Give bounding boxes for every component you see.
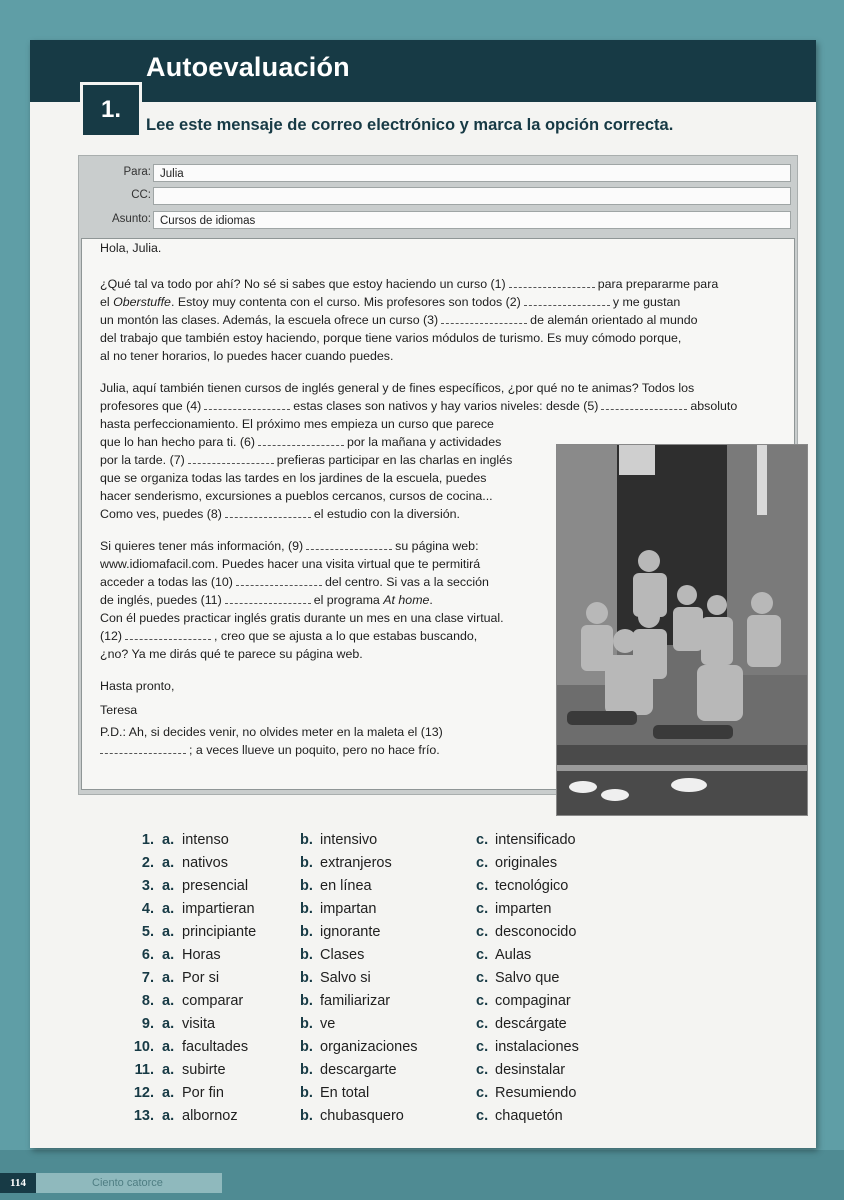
option-letter-b[interactable]: b. [300, 1108, 313, 1124]
answer-row [30, 1062, 816, 1084]
question-number: 8. [141, 993, 154, 1009]
page-number-words: Ciento catorce [92, 1177, 163, 1189]
option-letter-b[interactable]: b. [300, 1085, 313, 1101]
textbook-page [30, 40, 816, 1148]
option-letter-c[interactable]: c. [476, 855, 489, 871]
email-text-segment: hasta perfeccionamiento. El próximo mes empieza un curso que parece [100, 417, 494, 431]
option-letter-c[interactable]: c. [476, 878, 489, 894]
subject-field[interactable]: Cursos de idiomas [153, 211, 791, 229]
question-number: 9. [141, 1016, 154, 1032]
option-b[interactable]: familiarizar [320, 993, 391, 1009]
option-b[interactable]: descargarte [320, 1062, 397, 1078]
option-b[interactable]: intensivo [320, 832, 378, 848]
option-c[interactable]: Resumiendo [495, 1085, 577, 1101]
email-text-segment: ¿Qué tal va todo por ahí? No sé si sabes que estoy haciendo un curso (1) [100, 277, 506, 291]
email-text-segment: el estudio con la diversión. [313, 507, 460, 521]
answer-row [30, 947, 816, 969]
option-letter-c[interactable]: c. [476, 1039, 489, 1055]
option-a[interactable]: Por si [182, 970, 220, 986]
option-b[interactable]: en línea [320, 878, 372, 894]
email-text-segment: Julia, aquí también tienen cursos de inglés general y de fines específicos, ¿por qué no te animas? Todos los [100, 381, 695, 395]
email-text-segment: At home [383, 593, 430, 607]
option-a[interactable]: Por fin [182, 1085, 224, 1101]
option-a[interactable]: presencial [182, 878, 249, 894]
option-c[interactable]: desinstalar [495, 1062, 566, 1078]
answer-row [30, 970, 816, 992]
answer-row [30, 993, 816, 1015]
email-closing: Hasta pronto, [100, 679, 175, 693]
option-b[interactable]: organizaciones [320, 1039, 418, 1055]
option-letter-c[interactable]: c. [476, 832, 489, 848]
question-number: 6. [141, 947, 154, 963]
option-letter-c[interactable]: c. [476, 993, 489, 1009]
option-b[interactable]: ve [320, 1016, 336, 1032]
email-text-segment: al no tener horarios, lo puedes hacer cuando puedes. [100, 349, 394, 363]
option-b[interactable]: impartan [320, 901, 377, 917]
option-letter-c[interactable]: c. [476, 1108, 489, 1124]
question-number: 2. [141, 855, 154, 871]
email-text-segment: Como ves, puedes (8) [100, 507, 222, 521]
option-letter-b[interactable]: b. [300, 878, 313, 894]
option-letter-c[interactable]: c. [476, 901, 489, 917]
option-letter-a[interactable]: a. [162, 901, 175, 917]
option-letter-a[interactable]: a. [162, 1085, 175, 1101]
option-c[interactable]: desconocido [495, 924, 577, 940]
option-c[interactable]: intensificado [495, 832, 576, 848]
option-a[interactable]: albornoz [182, 1108, 238, 1124]
option-c[interactable]: chaquetón [495, 1108, 563, 1124]
option-a[interactable]: intenso [182, 832, 229, 848]
option-a[interactable]: visita [182, 1016, 216, 1032]
page-number: 114 [0, 1173, 36, 1193]
option-c[interactable]: imparten [495, 901, 552, 917]
answer-row [30, 1016, 816, 1038]
option-b[interactable]: ignorante [320, 924, 381, 940]
answer-row [30, 1039, 816, 1061]
email-text-segment: www.idiomafacil.com. Puedes hacer una visita virtual que te permitirá [100, 557, 481, 571]
option-letter-a[interactable]: a. [162, 1039, 175, 1055]
email-text-segment: el [100, 295, 114, 309]
option-letter-b[interactable]: b. [300, 901, 313, 917]
cc-label: CC: [131, 189, 151, 201]
option-a[interactable]: impartieran [182, 901, 255, 917]
email-text-segment: prefieras participar en las charlas en inglés [276, 453, 513, 467]
option-letter-b[interactable]: b. [300, 1016, 313, 1032]
option-c[interactable]: descárgate [495, 1016, 567, 1032]
exercise-instruction: Lee este mensaje de correo electrónico y marca la opción correcta. [146, 116, 674, 134]
email-text-segment: y me gustan [612, 295, 681, 309]
email-postscript: P.D.: Ah, si decides venir, no olvides meter en la maleta el (13) [100, 725, 443, 739]
email-text-segment: su página web: [395, 539, 479, 553]
email-text-segment: de alemán orientado al mundo [530, 313, 698, 327]
option-a[interactable]: nativos [182, 855, 228, 871]
option-letter-b[interactable]: b. [300, 832, 313, 848]
option-letter-c[interactable]: c. [476, 1085, 489, 1101]
question-number: 13. [133, 1108, 154, 1124]
to-label: Para: [123, 166, 151, 178]
email-text-segment: un montón las clases. Además, la escuela ofrece un curso (3) [100, 313, 439, 327]
option-b[interactable]: Clases [320, 947, 365, 963]
question-number: 12. [133, 1085, 154, 1101]
answer-row [30, 855, 816, 877]
option-c[interactable]: originales [495, 855, 558, 871]
email-text-segment: que lo han hecho para ti. (6) [100, 435, 255, 449]
question-number: 10. [133, 1039, 154, 1055]
email-text-segment: acceder a todas las (10) [100, 575, 233, 589]
option-letter-b[interactable]: b. [300, 970, 313, 986]
option-a[interactable]: comparar [182, 993, 244, 1009]
option-a[interactable]: Horas [182, 947, 221, 963]
option-c[interactable]: compaginar [495, 993, 571, 1009]
email-text-segment: Oberstuffe [113, 295, 171, 309]
email-text-segment: ¿no? Ya me dirás qué te parece su página web. [100, 647, 363, 661]
email-text-segment: Con él puedes practicar inglés gratis durante un mes en una clase virtual. [100, 611, 504, 625]
option-letter-a[interactable]: a. [162, 924, 175, 940]
answer-row [30, 1085, 816, 1107]
option-a[interactable]: facultades [182, 1039, 249, 1055]
option-letter-b[interactable]: b. [300, 924, 313, 940]
answer-row [30, 924, 816, 946]
email-text-segment: el programa [313, 593, 384, 607]
option-letter-b[interactable]: b. [300, 993, 313, 1009]
option-letter-a[interactable]: a. [162, 832, 175, 848]
option-letter-c[interactable]: c. [476, 947, 489, 963]
exercise-number: 1. [80, 82, 142, 138]
email-text-segment: para prepararme para [597, 277, 719, 291]
email-text-segment: por la mañana y actividades [347, 435, 502, 449]
option-c[interactable]: Salvo que [495, 970, 560, 986]
section-title: Autoevaluación [146, 52, 350, 82]
email-signature: Teresa [100, 703, 138, 717]
email-text-segment: (12) [100, 629, 123, 643]
email-greeting: Hola, Julia. [100, 241, 162, 255]
option-b[interactable]: En total [320, 1085, 370, 1101]
email-text-segment: . Estoy muy contenta con el curso. Mis profesores son todos (2) [170, 295, 521, 309]
option-letter-a[interactable]: a. [162, 1062, 175, 1078]
email-text-segment: estas clases son nativos y hay varios niveles: desde (5) [293, 399, 599, 413]
option-letter-a[interactable]: a. [162, 878, 175, 894]
option-a[interactable]: principiante [182, 924, 257, 940]
option-c[interactable]: instalaciones [495, 1039, 579, 1055]
answer-row [30, 901, 816, 923]
option-b[interactable]: extranjeros [320, 855, 392, 871]
option-a[interactable]: subirte [182, 1062, 226, 1078]
option-b[interactable]: Salvo si [320, 970, 371, 986]
question-number: 4. [141, 901, 154, 917]
answer-row [30, 832, 816, 854]
to-field[interactable]: Julia [153, 164, 791, 182]
email-text-segment: profesores que (4) [100, 399, 202, 413]
subject-label: Asunto: [112, 213, 151, 225]
email-text-segment: ; a veces llueve un poquito, pero no hace frío. [189, 743, 440, 757]
email-text-segment: de inglés, puedes (11) [100, 593, 222, 607]
option-letter-c[interactable]: c. [476, 1062, 489, 1078]
question-number: 5. [141, 924, 154, 940]
option-letter-a[interactable]: a. [162, 993, 175, 1009]
answer-row [30, 1108, 816, 1130]
email-text-segment: del centro. Si vas a la sección [324, 575, 489, 589]
email-text-segment: absoluto [690, 399, 738, 413]
email-text-segment: Si quieres tener más información, (9) [100, 539, 304, 553]
email-text-segment: del trabajo que también estoy haciendo, porque tiene varios módulos de turismo. Es muy cómodo porque, [100, 331, 682, 345]
option-letter-c[interactable]: c. [476, 924, 489, 940]
email-text-segment: . [429, 593, 433, 607]
option-letter-b[interactable]: b. [300, 947, 313, 963]
option-letter-a[interactable]: a. [162, 947, 175, 963]
option-letter-a[interactable]: a. [162, 1016, 175, 1032]
answer-row [30, 878, 816, 900]
option-letter-b[interactable]: b. [300, 1039, 313, 1055]
option-letter-a[interactable]: a. [162, 970, 175, 986]
email-text-segment: hacer senderismo, excursiones a pueblos cercanos, cursos de cocina... [100, 489, 493, 503]
question-number: 7. [141, 970, 154, 986]
email-text-segment: , creo que se ajusta a lo que estabas buscando, [214, 629, 478, 643]
question-number: 1. [141, 832, 154, 848]
email-text-segment: que se organiza todas las tardes en los jardines de la escuela, puedes [100, 471, 487, 485]
question-number: 11. [134, 1062, 154, 1078]
option-letter-c[interactable]: c. [476, 970, 489, 986]
option-c[interactable]: Aulas [495, 947, 532, 963]
option-c[interactable]: tecnológico [495, 878, 569, 894]
option-letter-a[interactable]: a. [162, 855, 175, 871]
email-text-segment: por la tarde. (7) [100, 453, 185, 467]
option-letter-b[interactable]: b. [300, 1062, 313, 1078]
option-letter-c[interactable]: c. [476, 1016, 489, 1032]
question-number: 3. [141, 878, 154, 894]
answer-options [30, 40, 816, 1148]
option-b[interactable]: chubasquero [320, 1108, 404, 1124]
option-letter-a[interactable]: a. [162, 1108, 175, 1124]
option-letter-b[interactable]: b. [300, 855, 313, 871]
